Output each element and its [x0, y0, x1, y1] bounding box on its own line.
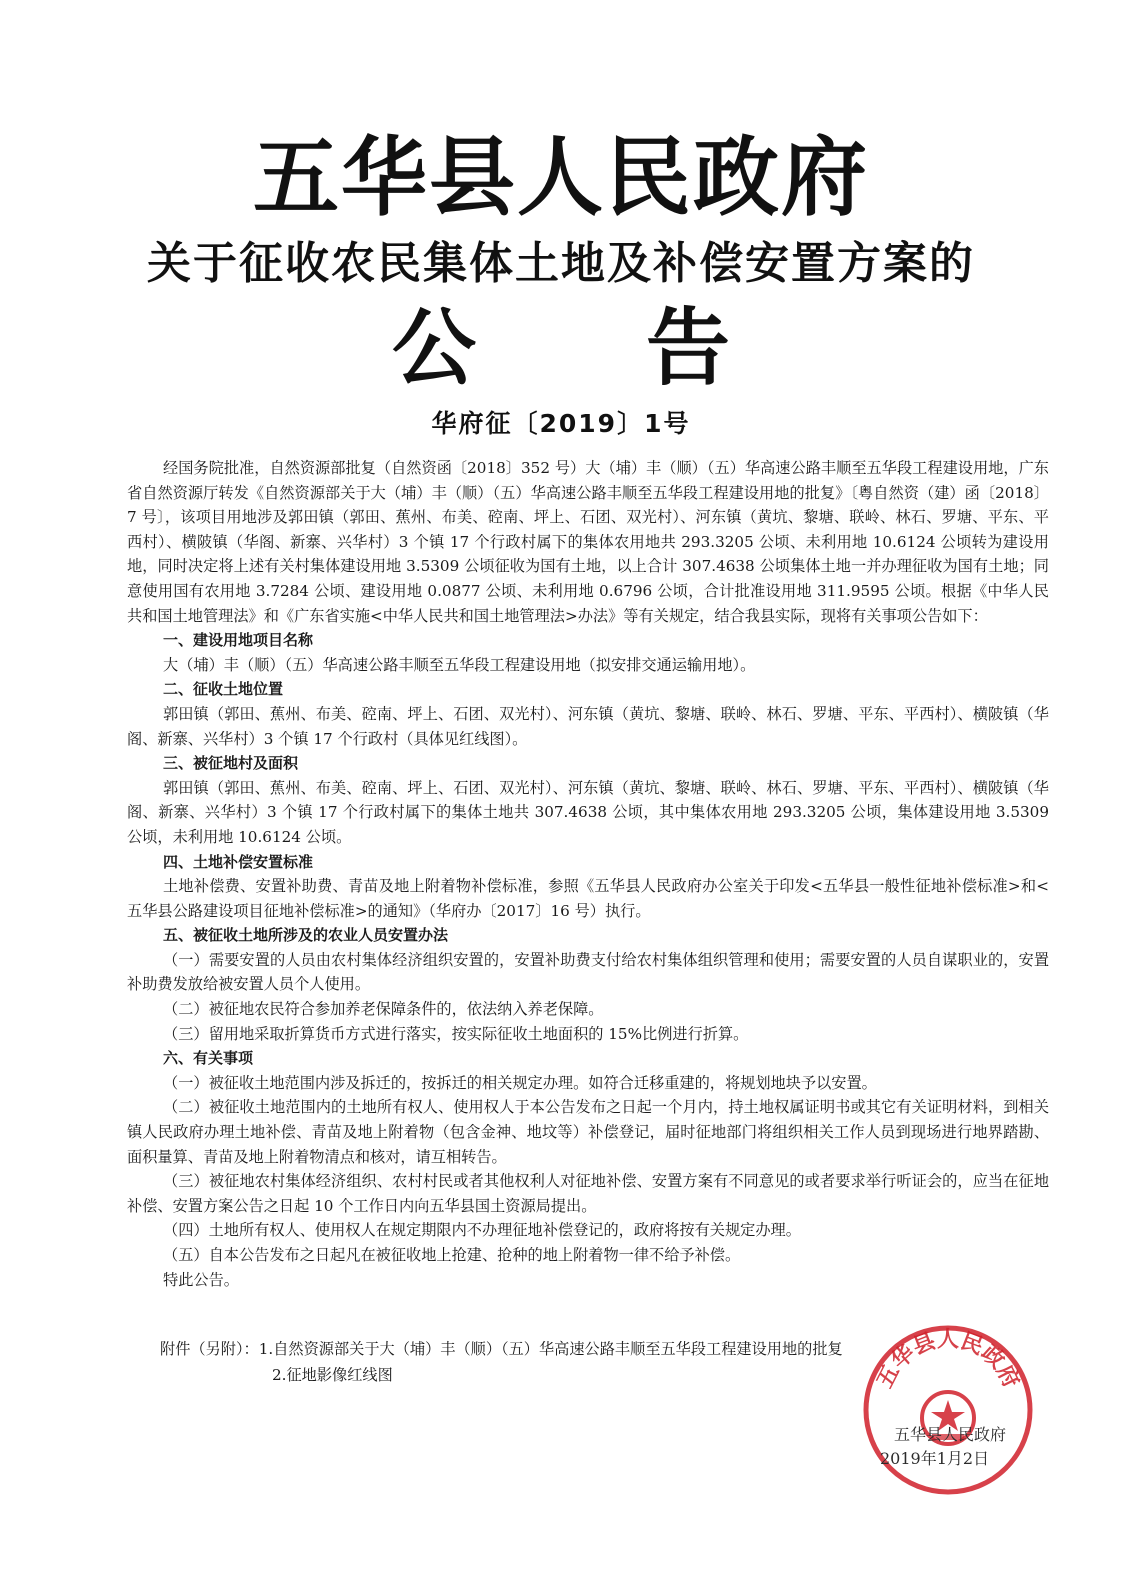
government-title: 五华县人民政府	[253, 128, 869, 228]
svg-text:五华县人民政府	[873, 1328, 1025, 1393]
section-paragraph: 土地补偿费、安置补助费、青苗及地上附着物补偿标准，参照《五华县人民政府办公室关于印发<五华县一般性征地补偿标准>和<五华县公路建设项目征地补偿标准>的通知》（华府办〔2017〕16 号）执行。	[127, 877, 1049, 920]
section-paragraph: 郭田镇（郭田、蕉州、布美、硿南、坪上、石团、双光村）、河东镇（黄坑、黎塘、联岭、林石、罗塘、平东、平西村）、横陂镇（华阁、新寨、兴华村）3 个镇 17 个行政村属下的集体土地共 307.4638 公顷，其中集体农用地 293.3205 公顷，集体建设用地 3.5309 公顷，未利用地 10.6124 公顷。	[127, 778, 1049, 846]
section-paragraph: （二）被征地农民符合参加养老保障条件的，依法纳入养老保障。	[163, 1000, 604, 1019]
section-heading: 一、建设用地项目名称	[163, 631, 314, 650]
notice-heading: 公告	[391, 299, 900, 397]
official-seal-icon	[860, 1322, 1036, 1498]
section-paragraph: （一）被征收土地范围内涉及拆迁的，按拆迁的相关规定办理。如符合迁移重建的，将规划地块予以安置。	[163, 1073, 877, 1092]
section-heading: 三、被征地村及面积	[163, 754, 299, 773]
section-paragraph: 大（埔）丰（顺）（五）华高速公路丰顺至五华段工程建设用地（拟安排交通运输用地）。	[163, 655, 756, 674]
notice-subtitle: 关于征收农民集体土地及补偿安置方案的	[147, 238, 975, 289]
section-paragraph: 郭田镇（郭田、蕉州、布美、硿南、坪上、石团、双光村）、河东镇（黄坑、黎塘、联岭、林石、罗塘、平东、平西村）、横陂镇（华阁、新寨、兴华村）3 个镇 17 个行政村（具体见红线图）。	[127, 704, 1049, 748]
section-heading: 五、被征收土地所涉及的农业人员安置办法	[163, 926, 449, 945]
seal-text: 五华县人民政府	[872, 1327, 1024, 1393]
signature-organization: 五华县人民政府	[894, 1425, 1007, 1444]
section-paragraph: （五）自本公告发布之日起凡在被征收地上抢建、抢种的地上附着物一律不给予补偿。	[163, 1246, 741, 1264]
attachment-line-2: 2.征地影像红线图	[272, 1366, 393, 1384]
signature-date: 2019年1月2日	[880, 1449, 990, 1468]
section-paragraph: （三）被征地农村集体经济组织、农村村民或者其他权利人对征地补偿、安置方案有不同意见的或者要求举行听证会的，应当在征地补偿、安置方案公告之日起 10 个工作日内向五华县国土资源局提出。	[127, 1172, 1049, 1215]
notice-body	[127, 456, 1049, 1292]
section-heading: 六、有关事项	[163, 1049, 254, 1068]
attachments	[160, 1336, 843, 1388]
closing-remark: 特此公告。	[163, 1270, 239, 1289]
document-number: 华府征〔2019〕1号	[431, 409, 691, 438]
section-paragraph: （一）需要安置的人员由农村集体经济组织安置的，安置补助费支付给农村集体组织管理和使用；需要安置的人员自谋职业的，安置补助费发放给被安置人员个人使用。	[127, 950, 1049, 994]
section-paragraph: （三）留用地采取折算货币方式进行落实，按实际征收土地面积的 15%比例进行折算。	[163, 1024, 749, 1043]
attachment-line-1: 附件（另附）：1.自然资源部关于大（埔）丰（顺）（五）华高速公路丰顺至五华段工程建设用地的批复	[160, 1340, 843, 1358]
section-heading: 二、征收土地位置	[163, 680, 284, 699]
section-paragraph: （四）土地所有权人、使用权人在规定期限内不办理征地补偿登记的，政府将按有关规定办理。	[163, 1221, 801, 1240]
section-paragraph: （二）被征收土地范围内的土地所有权人、使用权人于本公告发布之日起一个月内，持土地权属证明书或其它有关证明材料，到相关镇人民政府办理土地补偿、青苗及地上附着物（包含金神、地坟等）补偿登记，届时征地部门将组织相关工作人员到现场进行地界踏勘、面积量算、青苗及地上附着物清点和核对，请互相转告。	[127, 1098, 1049, 1166]
section-heading: 四、土地补偿安置标准	[163, 852, 314, 871]
intro-paragraph: 经国务院批准，自然资源部批复（自然资函〔2018〕352 号）大（埔）丰（顺）（五）华高速公路丰顺至五华段工程建设用地，广东省自然资源厅转发《自然资源部关于大（埔）丰（顺）（五）华高速公路丰顺至五华段工程建设用地的批复》〔粤自然资（建）函〔2018〕7 号〕，该项目用地涉及郭田镇（郭田、蕉州、布美、硿南、坪上、石团、双光村）、河东镇（黄坑、黎塘、联岭、林石、罗塘、平东、平西村）、横陂镇（华阁、新寨、兴华村）3 个镇 17 个行政村属下的集体农用地共 293.3205 公顷、未利用地 10.6124 公顷转为建设用地，同时决定将上述有关村集体建设用地 3.5309 公顷征收为国有土地，以上合计 307.4638 公顷集体土地一并办理征收为国有土地；同意使用国有农用地 3.7284 公顷、建设用地 0.0877 公顷、未利用地 0.6796 公顷，合计批准设用地 311.9595 公顷。根据《中华人民共和国土地管理法》和《广东省实施<中华人民共和国土地管理法>办法》等有关规定，结合我县实际，现将有关事项公告如下：	[127, 459, 1049, 625]
